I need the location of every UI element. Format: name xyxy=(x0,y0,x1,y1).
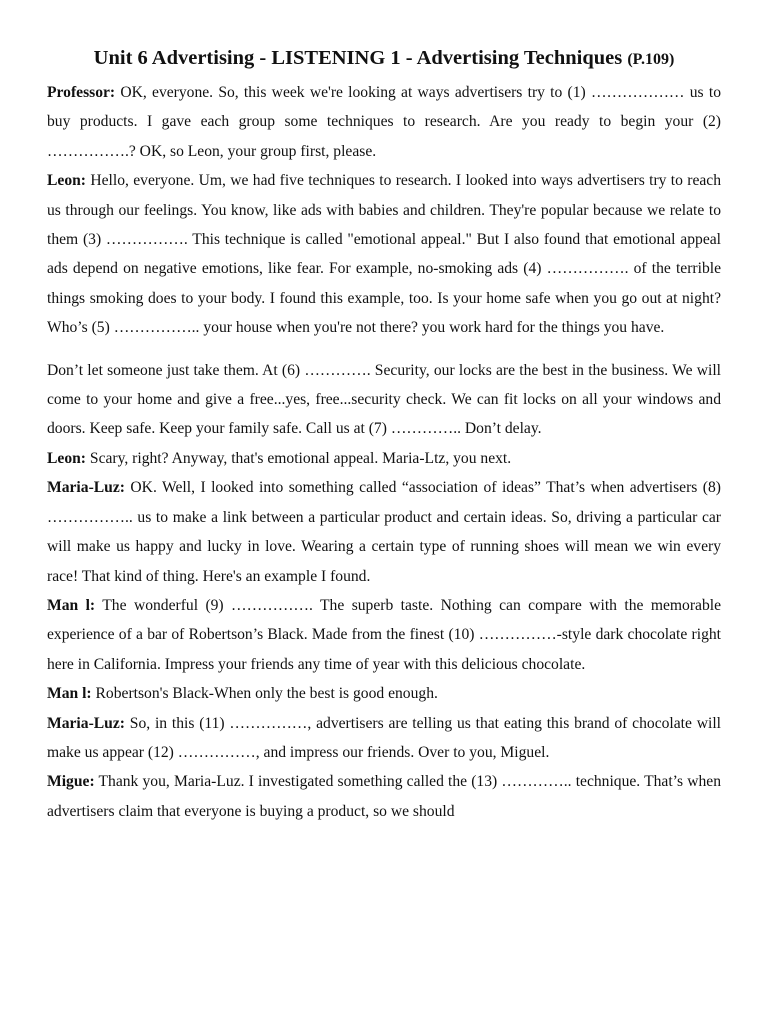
paragraph-text: Hello, everyone. Um, we had five techniques to research. I looked into ways advertisers try to reach us through our feelings. You know, like ads with babies and children. They're popular because we relate to them (3) ……………. This technique is called "emotional appeal." But I also found that emotional appeal ads depend on negative emotions, like fear. For example, no-smoking ads (4) ……………. of the terrible things smoking does to your body. I found this example, too. Is your home safe when you go out at night? Who’s (5) …………….. your house when you're not there? you work hard for the things you have. xyxy=(47,172,722,337)
transcript-paragraph xyxy=(47,767,721,826)
page-title xyxy=(47,44,721,74)
transcript-paragraph xyxy=(47,709,721,768)
transcript-paragraph xyxy=(47,78,721,166)
transcript-paragraph xyxy=(47,473,721,591)
speaker-label: Migue: xyxy=(47,773,95,791)
speaker-label: Leon: xyxy=(47,449,86,467)
paragraph-text: Thank you, Maria-Luz. I investigated something called the (13) ………….. technique. That’s when advertisers claim that everyone is buying a product, so we should xyxy=(47,773,721,820)
paragraph-text: Scary, right? Anyway, that's emotional appeal. Maria-Ltz, you next. xyxy=(89,449,512,467)
title-text: Unit 6 Advertising - LISTENING 1 - Advertising Techniques xyxy=(93,47,623,69)
speaker-label: Leon: xyxy=(47,172,86,190)
title-page-ref: (P.109) xyxy=(627,51,675,68)
paragraph-text: OK. Well, I looked into something called “association of ideas” That’s when advertisers (8) …………….. us to make a link between a particular product and certain ideas. So, driving a particular car will make us happy and lucky in love. Wearing a certain type of running shoes will mean we win every race! That kind of thing. Here's an example I found. xyxy=(47,479,721,585)
speaker-label: Man l: xyxy=(47,596,96,614)
speaker-label: Professor: xyxy=(47,84,116,101)
speaker-label: Man l: xyxy=(47,685,92,703)
paragraph-text: Robertson's Black-When only the best is good enough. xyxy=(95,685,438,703)
transcript-paragraph xyxy=(47,444,721,473)
paragraph-text: Don’t let someone just take them. At (6) …………. Security, our locks are the best in the business. We will come to your home and give a free...yes, free...security check. We can fit locks on all your windows and doors. Keep safe. Keep your family safe. Call us at (7) ………….. Don’t delay. xyxy=(47,361,721,438)
transcript-paragraph xyxy=(47,591,721,679)
speaker-label: Maria-Luz: xyxy=(47,714,125,732)
transcript-paragraph xyxy=(47,679,721,708)
paragraph-text: So, in this (11) ……………, advertisers are telling us that eating this brand of chocolate will make us appear (12) ……………, and impress our friends. Over to you, Miguel. xyxy=(47,714,721,761)
transcript-paragraph xyxy=(47,356,721,444)
speaker-label: Maria-Luz: xyxy=(47,479,125,497)
paragraph-text: The wonderful (9) ……………. The superb taste. Nothing can compare with the memorable experience of a bar of Robertson’s Black. Made from the finest (10) ……………-style dark chocolate right here in California. Impress your friends any time of year with this delicious chocolate. xyxy=(47,596,721,673)
paragraph-text: OK, everyone. So, this week we're looking at ways advertisers try to (1) ……………… us to buy products. I gave each group some techniques to research. Are you ready to begin your (2) …………….? OK, so Leon, your group first, please. xyxy=(47,84,721,160)
transcript-paragraph xyxy=(47,166,721,342)
